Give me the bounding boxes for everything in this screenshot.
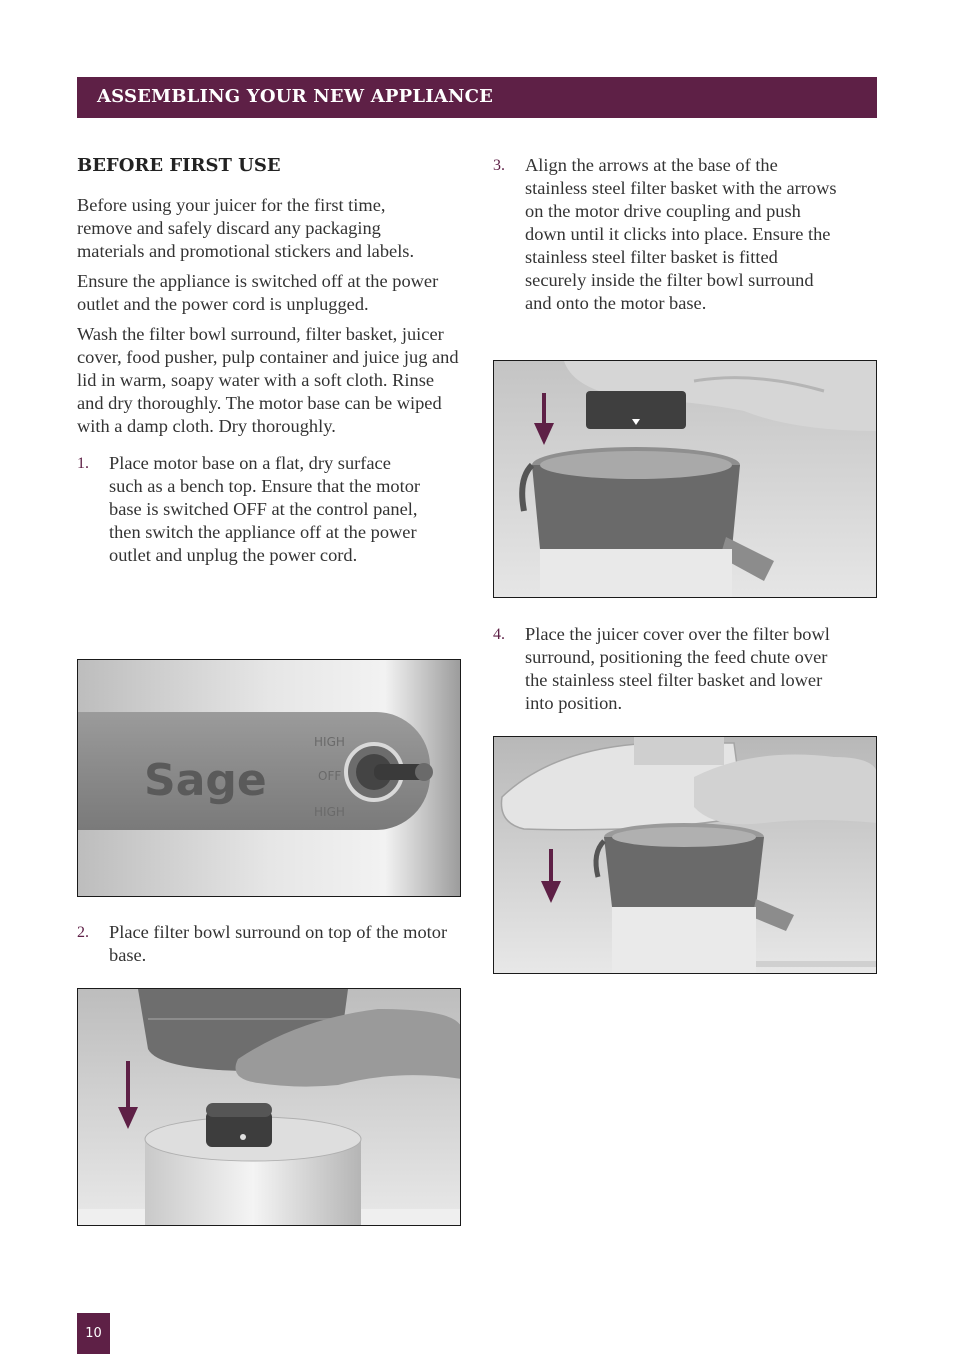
juicer-cover-photo — [493, 736, 877, 974]
intro-paragraph-1: Before using your juicer for the first time, remove and safely discard any packaging materials and promotional stickers and labels. — [77, 195, 415, 261]
filter-bowl-photo — [77, 988, 461, 1226]
step-3-number: 3. — [493, 157, 505, 174]
step-4-number: 4. — [493, 626, 505, 643]
step-4-text: Place the juicer cover over the filter bowl surround, positioning the feed chute over the stainless steel filter basket and lower into position. — [525, 624, 830, 713]
intro-paragraph-2: Ensure the appliance is switched off at the power outlet and the power cord is unplugged. — [77, 271, 439, 314]
dial-label-off: OFF — [318, 769, 342, 783]
intro-paragraph-3: Wash the filter bowl surround, filter basket, juicer cover, food pusher, pulp container and juice jug and lid in warm, soapy water with a soft cloth. Rinse and dry thoroughly. The motor base can be wiped with a damp cloth. Dry thoroughly. — [77, 324, 459, 436]
step-3-text: Align the arrows at the base of the stainless steel filter basket with the arrows on the motor drive coupling and push down until it clicks into place. Ensure the stainless steel filter basket is fitted securely inside the filter bowl surround and onto the motor base. — [525, 155, 837, 313]
juicer-cover-illustration — [494, 737, 877, 974]
step-2-text: Place filter bowl surround on top of the motor base. — [109, 922, 448, 965]
control-panel-illustration — [78, 660, 461, 897]
step-2 — [77, 921, 461, 967]
step-4 — [493, 623, 843, 715]
right-column — [493, 154, 877, 315]
step-1-text: Place motor base on a flat, dry surface such as a bench top. Ensure that the motor base is switched OFF at the control panel, then switch the appliance off at the power outlet and unplug the power cord. — [109, 453, 421, 565]
dial-label-high-bottom: HIGH — [314, 805, 345, 819]
step-2-number: 2. — [77, 924, 89, 941]
step-1-number: 1. — [77, 455, 89, 472]
step-3 — [493, 154, 843, 315]
section-header — [77, 77, 877, 118]
section-title: BEFORE FIRST USE — [77, 155, 281, 176]
filter-basket-photo — [493, 360, 877, 598]
page-number — [77, 1313, 110, 1354]
sage-logo: Sage — [144, 755, 267, 806]
left-column — [77, 154, 461, 567]
header-title: ASSEMBLING YOUR NEW APPLIANCE — [97, 86, 494, 107]
page-number-text: 10 — [85, 1326, 102, 1341]
filter-basket-illustration — [494, 361, 877, 598]
filter-bowl-illustration — [78, 989, 461, 1226]
control-panel-photo — [77, 659, 461, 897]
step-1 — [77, 452, 427, 567]
dial-label-high-top: HIGH — [314, 735, 345, 749]
